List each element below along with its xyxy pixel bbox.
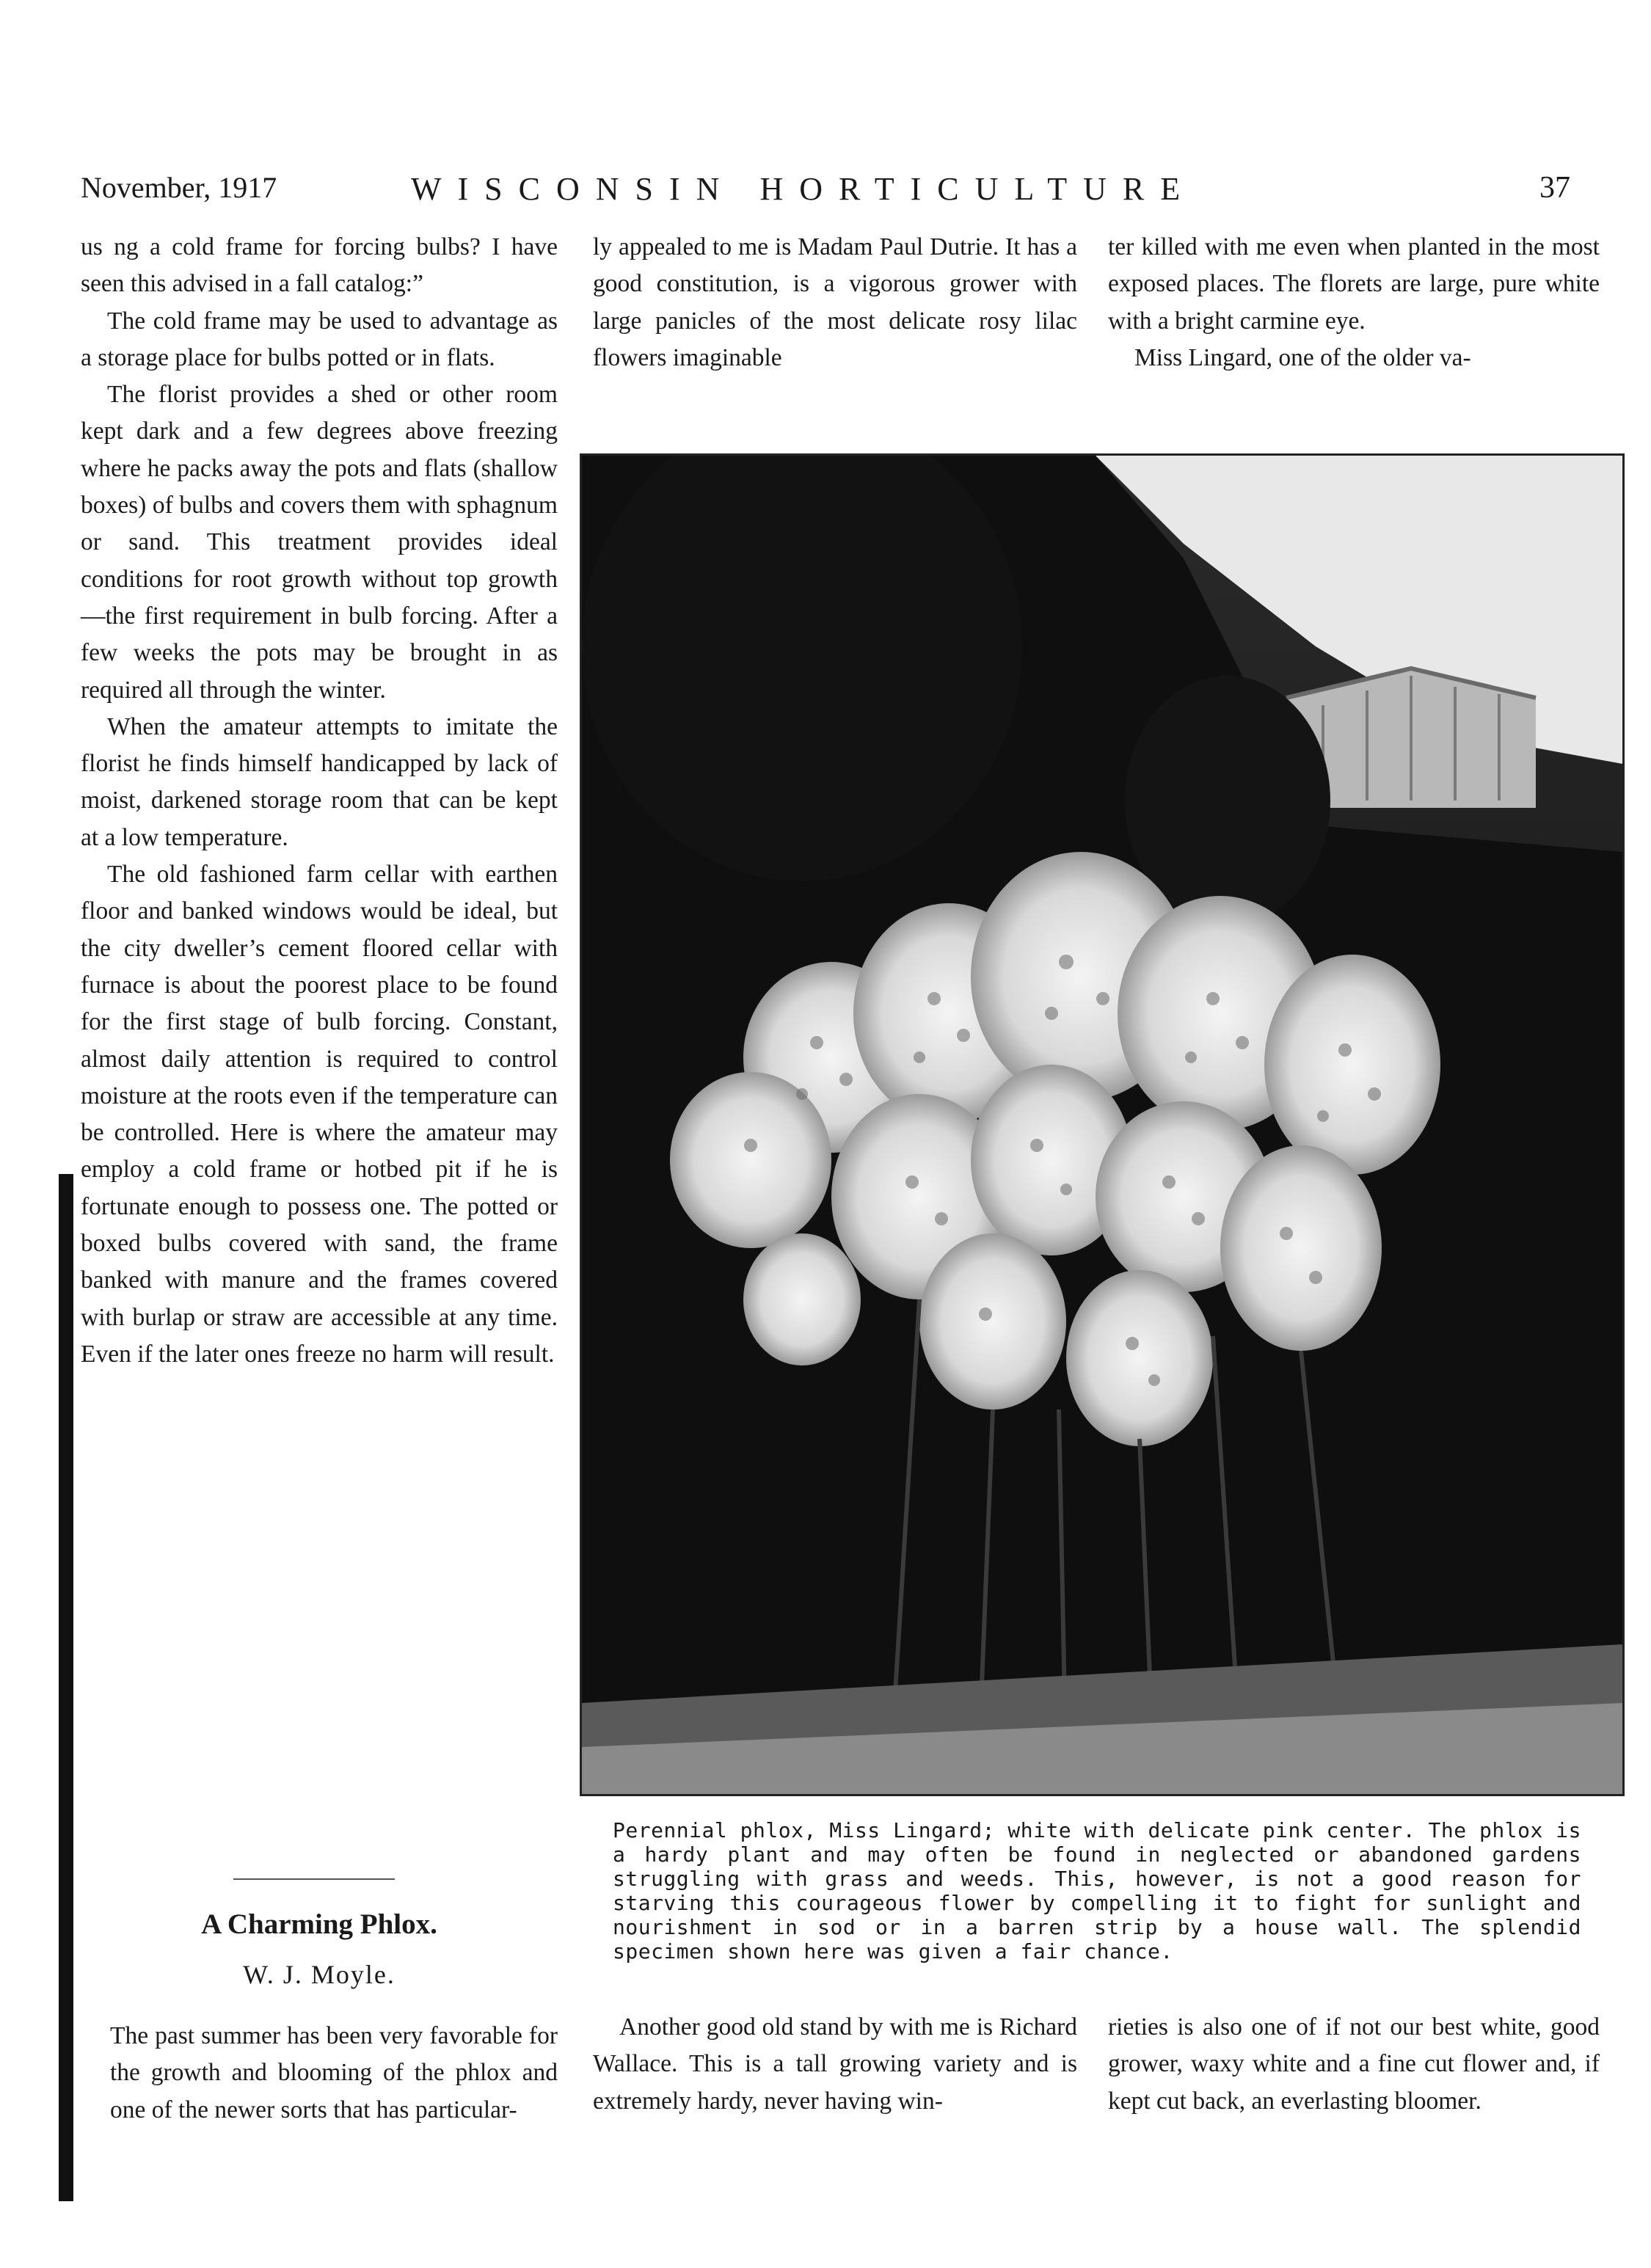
paragraph: Another good old stand by with me is Richard Wallace. This is a tall growing variety and is extremely hardy, never having win- xyxy=(593,2013,1077,2115)
paragraph: The florist provides a shed or other room kept dark and a few degrees above freezing where he packs away the pots and flats (shallow boxes) of bulbs and covers them with sphagnum or sand. This treatment provides ideal conditions for root growth without top growth—the first requirement in bulb forcing. After a few weeks the pots may be brought in as required all through the winter. xyxy=(81,381,558,704)
paragraph: The past summer has been very favorable for the growth and blooming of the phlox and one of the newer sorts that has particular- xyxy=(110,2022,558,2123)
paragraph: ly appealed to me is Madam Paul Dutrie. It has a good constitution, is a vigorous grower with large panicles of the most delicate rosy lilac flowers imaginable xyxy=(593,233,1077,371)
paragraph: The cold frame may be used to advantage as a storage place for bulbs potted or in flats. xyxy=(81,307,558,371)
column-1-article-text xyxy=(110,2018,558,2129)
column-2-top-text xyxy=(593,229,1077,376)
column-1-text xyxy=(81,229,558,1373)
article-title: A Charming Phlox. xyxy=(201,1908,437,1940)
paragraph: Miss Lingard, one of the older va- xyxy=(1134,343,1471,371)
section-divider xyxy=(233,1878,395,1880)
article-author: W. J. Moyle. xyxy=(243,1960,396,1989)
journal-title: WISCONSIN HORTICULTURE xyxy=(411,171,1197,207)
issue-date: November, 1917 xyxy=(81,171,277,204)
paragraph: us ng a cold frame for forcing bulbs? I have seen this advised in a fall catalog:” xyxy=(81,233,558,298)
photo-caption: Perennial phlox, Miss Lingard; white with delicate pink center. The phlox is a hardy plant and may often be found in neglected or abandoned gardens struggling with grass and weeds. This, however, is not a good reason for starving this courageous flower by compelling it to fight for sunlight and nourishment in sod or in a barren strip by a house wall. The splendid specimen shown here was given a fair chance. xyxy=(613,1818,1581,1963)
page-number: 37 xyxy=(1539,171,1570,205)
margin-rule xyxy=(59,1174,73,2201)
phlox-photo-illustration xyxy=(582,456,1622,1794)
paragraph: When the amateur attempts to imitate the florist he finds himself handicapped by lack of moist, darkened storage room that can be kept at a low temperature. xyxy=(81,712,558,851)
phlox-photograph xyxy=(580,453,1625,1796)
column-3-top-text xyxy=(1108,229,1600,376)
column-2-bottom-text xyxy=(593,2009,1077,2120)
paragraph: The old fashioned farm cellar with earthen floor and banked windows would be ideal, but the city dweller’s cement floored cellar with furnace is about the poorest place to be found for the first stage of bulb forcing. Constant, almost daily attention is required to control moisture at the roots even if the temperature can be controlled. Here is where the amateur may employ a cold frame or hotbed pit if he is fortunate enough to possess one. The potted or boxed bulbs covered with sand, the frame banked with manure and the frames covered with burlap or straw are accessible at any time. Even if the later ones freeze no harm will result. xyxy=(81,861,558,1368)
page-header xyxy=(81,170,1570,214)
column-3-bottom-text xyxy=(1108,2009,1600,2120)
paragraph: rieties is also one of if not our best white, good grower, waxy white and a fine cut flower and, if kept cut back, an everlasting bloomer. xyxy=(1108,2013,1600,2115)
paragraph: ter killed with me even when planted in the most exposed places. The florets are large, pure white with a bright carmine eye. xyxy=(1108,233,1600,335)
